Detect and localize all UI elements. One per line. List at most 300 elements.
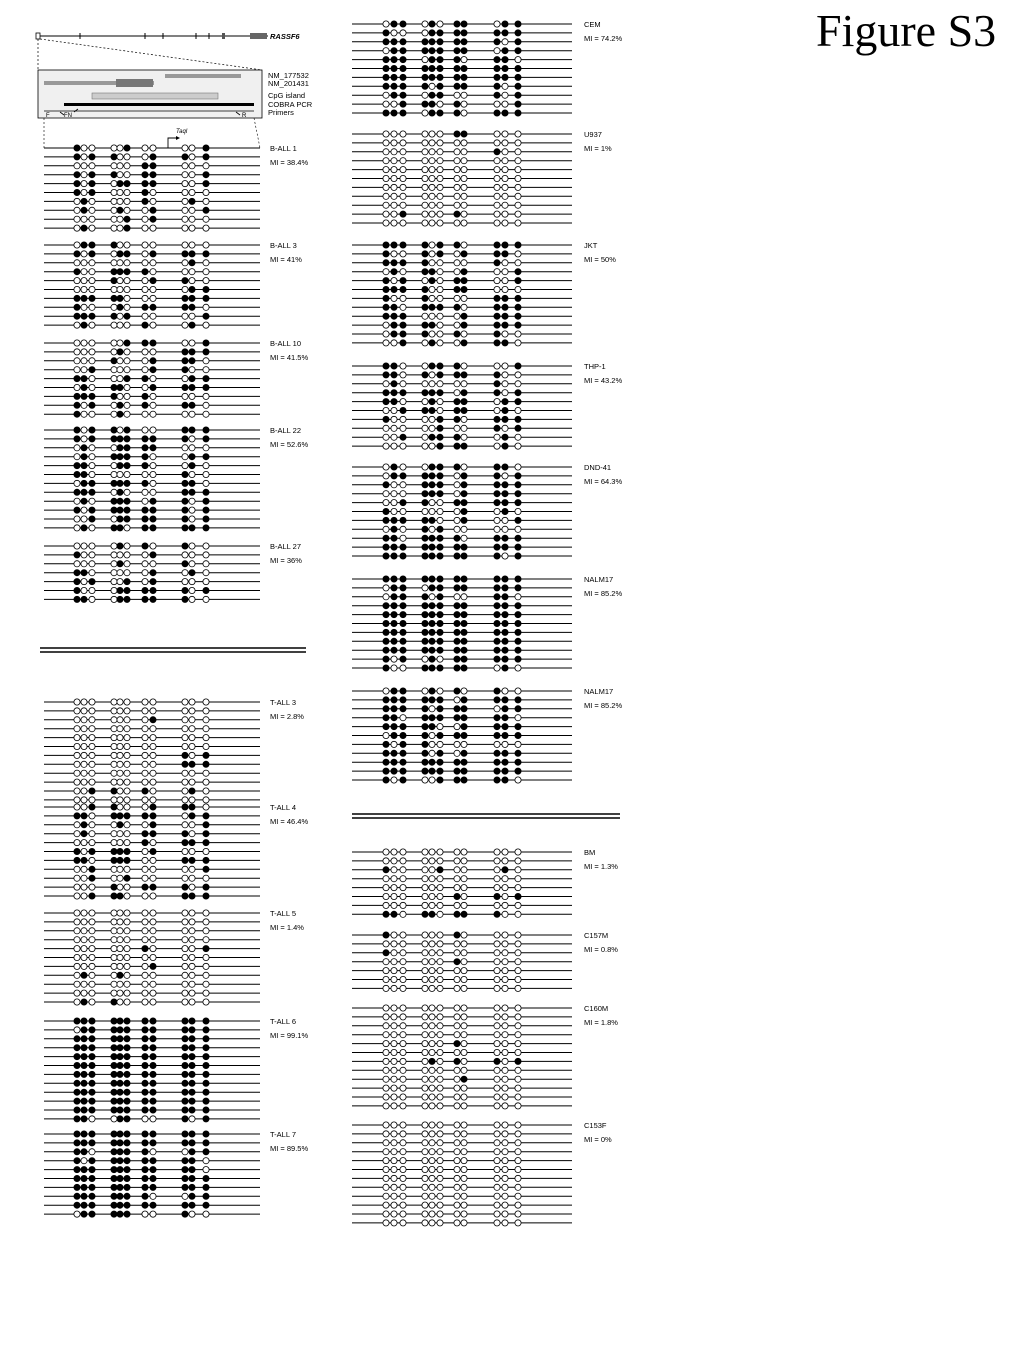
unmethylated-cpg [454, 149, 460, 155]
unmethylated-cpg [81, 788, 87, 794]
methylated-cpg [124, 225, 130, 231]
unmethylated-cpg [422, 1023, 428, 1029]
unmethylated-cpg [203, 445, 209, 451]
methylated-cpg [383, 260, 389, 266]
unmethylated-cpg [124, 717, 130, 723]
methylated-cpg [89, 788, 95, 794]
unmethylated-cpg [150, 788, 156, 794]
unmethylated-cpg [494, 286, 500, 292]
unmethylated-cpg [454, 968, 460, 974]
unmethylated-cpg [494, 167, 500, 173]
unmethylated-cpg [383, 131, 389, 137]
methylated-cpg [429, 390, 435, 396]
unmethylated-cpg [461, 1032, 467, 1038]
methylated-cpg [515, 638, 521, 644]
methylated-cpg [150, 1158, 156, 1164]
unmethylated-cpg [515, 202, 521, 208]
unmethylated-cpg [142, 761, 148, 767]
unmethylated-cpg [203, 552, 209, 558]
methylated-cpg [124, 181, 130, 187]
methylated-cpg [400, 697, 406, 703]
unmethylated-cpg [429, 777, 435, 783]
unmethylated-cpg [502, 1023, 508, 1029]
unmethylated-cpg [111, 797, 117, 803]
unmethylated-cpg [454, 158, 460, 164]
methylated-cpg [437, 30, 443, 36]
unmethylated-cpg [502, 101, 508, 107]
unmethylated-cpg [142, 797, 148, 803]
unmethylated-cpg [124, 322, 130, 328]
methylated-cpg [74, 1167, 80, 1173]
methylated-cpg [203, 1193, 209, 1199]
methylated-cpg [383, 39, 389, 45]
sample-name: U937 [584, 130, 602, 139]
sample-name: JKT [584, 241, 598, 250]
methylated-cpg [142, 1202, 148, 1208]
methylated-cpg [515, 697, 521, 703]
unmethylated-cpg [81, 963, 87, 969]
methylated-cpg [429, 65, 435, 71]
unmethylated-cpg [461, 295, 467, 301]
unmethylated-cpg [81, 579, 87, 585]
unmethylated-cpg [454, 1140, 460, 1146]
methylated-cpg [437, 768, 443, 774]
unmethylated-cpg [461, 1131, 467, 1137]
unmethylated-cpg [429, 140, 435, 146]
methylated-cpg [74, 570, 80, 576]
sample-panel [44, 542, 302, 603]
unmethylated-cpg [429, 1211, 435, 1217]
unmethylated-cpg [81, 946, 87, 952]
unmethylated-cpg [454, 985, 460, 991]
unmethylated-cpg [89, 770, 95, 776]
unmethylated-cpg [117, 427, 123, 433]
unmethylated-cpg [502, 932, 508, 938]
methylated-cpg [89, 427, 95, 433]
unmethylated-cpg [203, 937, 209, 943]
unmethylated-cpg [391, 1193, 397, 1199]
methylated-cpg [142, 322, 148, 328]
unmethylated-cpg [437, 167, 443, 173]
unmethylated-cpg [461, 893, 467, 899]
sample-panel [352, 1004, 618, 1109]
methylated-cpg [150, 587, 156, 593]
unmethylated-cpg [74, 260, 80, 266]
methylated-cpg [124, 1193, 130, 1199]
unmethylated-cpg [391, 656, 397, 662]
unmethylated-cpg [391, 893, 397, 899]
unmethylated-cpg [454, 1158, 460, 1164]
unmethylated-cpg [400, 372, 406, 378]
unmethylated-cpg [494, 1049, 500, 1055]
methylated-cpg [515, 1058, 521, 1064]
methylated-cpg [74, 848, 80, 854]
methylated-cpg [494, 57, 500, 63]
unmethylated-cpg [400, 867, 406, 873]
unmethylated-cpg [182, 875, 188, 881]
methylated-cpg [142, 543, 148, 549]
unmethylated-cpg [111, 189, 117, 195]
unmethylated-cpg [124, 822, 130, 828]
unmethylated-cpg [74, 525, 80, 531]
methylated-cpg [422, 768, 428, 774]
methylated-cpg [111, 154, 117, 160]
unmethylated-cpg [494, 434, 500, 440]
unmethylated-cpg [454, 1184, 460, 1190]
unmethylated-cpg [422, 149, 428, 155]
methylated-cpg [182, 367, 188, 373]
unmethylated-cpg [111, 866, 117, 872]
unmethylated-cpg [189, 189, 195, 195]
unmethylated-cpg [124, 866, 130, 872]
methylated-cpg [182, 516, 188, 522]
unmethylated-cpg [515, 286, 521, 292]
unmethylated-cpg [117, 313, 123, 319]
unmethylated-cpg [391, 858, 397, 864]
methylated-cpg [515, 92, 521, 98]
unmethylated-cpg [150, 198, 156, 204]
unmethylated-cpg [383, 1049, 389, 1055]
unmethylated-cpg [81, 145, 87, 151]
methylated-cpg [111, 1167, 117, 1173]
unmethylated-cpg [89, 797, 95, 803]
methylated-cpg [111, 813, 117, 819]
unmethylated-cpg [422, 167, 428, 173]
methylated-cpg [189, 1054, 195, 1060]
unmethylated-cpg [429, 242, 435, 248]
unmethylated-cpg [454, 251, 460, 257]
methylated-cpg [117, 463, 123, 469]
unmethylated-cpg [437, 331, 443, 337]
unmethylated-cpg [89, 411, 95, 417]
methylated-cpg [391, 715, 397, 721]
methylated-cpg [81, 313, 87, 319]
unmethylated-cpg [203, 480, 209, 486]
methylated-cpg [494, 83, 500, 89]
unmethylated-cpg [189, 278, 195, 284]
unmethylated-cpg [454, 1131, 460, 1137]
methylated-cpg [182, 543, 188, 549]
unmethylated-cpg [461, 184, 467, 190]
unmethylated-cpg [124, 788, 130, 794]
unmethylated-cpg [189, 946, 195, 952]
unmethylated-cpg [437, 202, 443, 208]
unmethylated-cpg [422, 425, 428, 431]
methylated-cpg [189, 788, 195, 794]
unmethylated-cpg [150, 1193, 156, 1199]
methylated-cpg [383, 768, 389, 774]
methylated-cpg [515, 535, 521, 541]
methylated-cpg [111, 1211, 117, 1217]
unmethylated-cpg [111, 181, 117, 187]
unmethylated-cpg [515, 849, 521, 855]
methylated-cpg [111, 1158, 117, 1164]
methylated-cpg [74, 427, 80, 433]
methylated-cpg [422, 553, 428, 559]
unmethylated-cpg [391, 482, 397, 488]
methylated-cpg [391, 21, 397, 27]
methylated-cpg [189, 813, 195, 819]
unmethylated-cpg [111, 717, 117, 723]
methylated-cpg [182, 831, 188, 837]
methylated-cpg [400, 603, 406, 609]
unmethylated-cpg [461, 193, 467, 199]
methylated-cpg [74, 402, 80, 408]
methylated-cpg [461, 603, 467, 609]
unmethylated-cpg [383, 1085, 389, 1091]
methylated-cpg [429, 110, 435, 116]
unmethylated-cpg [391, 849, 397, 855]
methylated-cpg [383, 724, 389, 730]
methylated-cpg [150, 1080, 156, 1086]
unmethylated-cpg [383, 1166, 389, 1172]
sample-name: T-ALL 7 [270, 1130, 296, 1139]
unmethylated-cpg [89, 358, 95, 364]
unmethylated-cpg [515, 131, 521, 137]
unmethylated-cpg [429, 508, 435, 514]
unmethylated-cpg [391, 1103, 397, 1109]
methylated-cpg [203, 1080, 209, 1086]
unmethylated-cpg [400, 665, 406, 671]
methylated-cpg [391, 768, 397, 774]
unmethylated-cpg [203, 596, 209, 602]
unmethylated-cpg [429, 893, 435, 899]
methylated-cpg [89, 848, 95, 854]
methylation-index: MI = 41.5% [270, 353, 309, 362]
unmethylated-cpg [461, 363, 467, 369]
unmethylated-cpg [189, 831, 195, 837]
methylated-cpg [391, 732, 397, 738]
unmethylated-cpg [189, 990, 195, 996]
methylated-cpg [400, 313, 406, 319]
methylated-cpg [400, 74, 406, 80]
unmethylated-cpg [383, 885, 389, 891]
methylated-cpg [383, 416, 389, 422]
unmethylated-cpg [203, 1167, 209, 1173]
methylated-cpg [461, 647, 467, 653]
unmethylated-cpg [400, 1131, 406, 1137]
unmethylated-cpg [89, 981, 95, 987]
unmethylated-cpg [117, 910, 123, 916]
methylated-cpg [150, 436, 156, 442]
unmethylated-cpg [391, 1175, 397, 1181]
unmethylated-cpg [400, 167, 406, 173]
methylated-cpg [182, 251, 188, 257]
methylated-cpg [502, 65, 508, 71]
unmethylated-cpg [203, 999, 209, 1005]
methylated-cpg [494, 715, 500, 721]
unmethylated-cpg [383, 985, 389, 991]
unmethylated-cpg [142, 216, 148, 222]
unmethylated-cpg [150, 937, 156, 943]
unmethylated-cpg [461, 92, 467, 98]
methylated-cpg [74, 376, 80, 382]
methylated-cpg [189, 376, 195, 382]
unmethylated-cpg [515, 1085, 521, 1091]
methylated-cpg [383, 482, 389, 488]
unmethylated-cpg [203, 910, 209, 916]
unmethylated-cpg [117, 570, 123, 576]
unmethylated-cpg [111, 163, 117, 169]
unmethylated-cpg [437, 1184, 443, 1190]
unmethylated-cpg [89, 840, 95, 846]
unmethylated-cpg [437, 1211, 443, 1217]
unmethylated-cpg [400, 443, 406, 449]
methylated-cpg [74, 471, 80, 477]
methylated-cpg [189, 857, 195, 863]
unmethylated-cpg [437, 184, 443, 190]
unmethylated-cpg [502, 985, 508, 991]
unmethylated-cpg [429, 849, 435, 855]
unmethylated-cpg [142, 313, 148, 319]
methylated-cpg [391, 594, 397, 600]
methylated-cpg [89, 242, 95, 248]
unmethylated-cpg [81, 561, 87, 567]
unmethylated-cpg [502, 1184, 508, 1190]
methylated-cpg [81, 471, 87, 477]
methylated-cpg [203, 1018, 209, 1024]
unmethylated-cpg [383, 140, 389, 146]
unmethylated-cpg [461, 941, 467, 947]
unmethylated-cpg [494, 1023, 500, 1029]
unmethylated-cpg [89, 570, 95, 576]
unmethylated-cpg [502, 390, 508, 396]
methylated-cpg [461, 750, 467, 756]
methylated-cpg [189, 286, 195, 292]
unmethylated-cpg [391, 741, 397, 747]
unmethylated-cpg [111, 708, 117, 714]
methylated-cpg [400, 21, 406, 27]
unmethylated-cpg [117, 717, 123, 723]
unmethylated-cpg [150, 779, 156, 785]
methylation-index: MI = 1.4% [270, 923, 304, 932]
unmethylated-cpg [182, 463, 188, 469]
unmethylated-cpg [422, 158, 428, 164]
methylated-cpg [391, 83, 397, 89]
methylated-cpg [400, 340, 406, 346]
methylated-cpg [422, 269, 428, 275]
methylated-cpg [81, 972, 87, 978]
unmethylated-cpg [422, 1158, 428, 1164]
methylation-index: MI = 99.1% [270, 1031, 309, 1040]
unmethylated-cpg [81, 304, 87, 310]
sample-name: C157M [584, 931, 609, 940]
unmethylated-cpg [89, 963, 95, 969]
unmethylated-cpg [182, 198, 188, 204]
unmethylated-cpg [203, 278, 209, 284]
methylated-cpg [124, 216, 130, 222]
methylated-cpg [391, 74, 397, 80]
zoom-guide-right [40, 39, 262, 70]
methylated-cpg [142, 1018, 148, 1024]
unmethylated-cpg [142, 489, 148, 495]
unmethylated-cpg [454, 941, 460, 947]
methylated-cpg [391, 585, 397, 591]
methylated-cpg [502, 500, 508, 506]
methylated-cpg [454, 464, 460, 470]
unmethylated-cpg [189, 145, 195, 151]
unmethylated-cpg [111, 963, 117, 969]
methylated-cpg [117, 1167, 123, 1173]
methylated-cpg [422, 74, 428, 80]
methylated-cpg [189, 251, 195, 257]
methylated-cpg [461, 322, 467, 328]
unmethylated-cpg [182, 445, 188, 451]
unmethylated-cpg [494, 1184, 500, 1190]
unmethylated-cpg [454, 1193, 460, 1199]
sample-panel [352, 20, 622, 116]
methylated-cpg [422, 647, 428, 653]
sample-name: B-ALL 1 [270, 144, 297, 153]
methylated-cpg [437, 603, 443, 609]
unmethylated-cpg [111, 743, 117, 749]
unmethylated-cpg [429, 950, 435, 956]
methylated-cpg [461, 65, 467, 71]
methylated-cpg [454, 959, 460, 965]
unmethylated-cpg [429, 1175, 435, 1181]
unmethylated-cpg [142, 708, 148, 714]
methylated-cpg [117, 1080, 123, 1086]
methylated-cpg [494, 322, 500, 328]
unmethylated-cpg [182, 189, 188, 195]
methylated-cpg [111, 1089, 117, 1095]
methylation-index: MI = 1% [584, 144, 612, 153]
methylated-cpg [494, 688, 500, 694]
unmethylated-cpg [494, 1131, 500, 1137]
unmethylated-cpg [454, 1175, 460, 1181]
unmethylated-cpg [142, 570, 148, 576]
unmethylated-cpg [182, 286, 188, 292]
unmethylated-cpg [74, 972, 80, 978]
unmethylated-cpg [142, 717, 148, 723]
methylated-cpg [454, 83, 460, 89]
methylated-cpg [189, 1089, 195, 1095]
methylated-cpg [494, 893, 500, 899]
unmethylated-cpg [502, 1149, 508, 1155]
methylated-cpg [182, 1080, 188, 1086]
unmethylated-cpg [515, 1175, 521, 1181]
methylated-cpg [124, 507, 130, 513]
unmethylated-cpg [454, 750, 460, 756]
methylated-cpg [150, 884, 156, 890]
methylated-cpg [454, 399, 460, 405]
methylated-cpg [203, 172, 209, 178]
unmethylated-cpg [111, 937, 117, 943]
unmethylated-cpg [515, 443, 521, 449]
methylated-cpg [111, 313, 117, 319]
methylated-cpg [142, 1071, 148, 1077]
unmethylated-cpg [494, 1149, 500, 1155]
methylated-cpg [117, 349, 123, 355]
unmethylated-cpg [189, 981, 195, 987]
unmethylated-cpg [124, 770, 130, 776]
unmethylated-cpg [142, 972, 148, 978]
unmethylated-cpg [422, 399, 428, 405]
methylation-index: MI = 89.5% [270, 1144, 309, 1153]
methylated-cpg [124, 1167, 130, 1173]
methylated-cpg [74, 145, 80, 151]
methylated-cpg [74, 251, 80, 257]
sample-panel [352, 463, 622, 559]
unmethylated-cpg [494, 269, 500, 275]
methylated-cpg [150, 340, 156, 346]
unmethylated-cpg [391, 941, 397, 947]
unmethylated-cpg [111, 699, 117, 705]
methylated-cpg [124, 1140, 130, 1146]
unmethylated-cpg [111, 489, 117, 495]
unmethylated-cpg [429, 1122, 435, 1128]
methylated-cpg [515, 553, 521, 559]
